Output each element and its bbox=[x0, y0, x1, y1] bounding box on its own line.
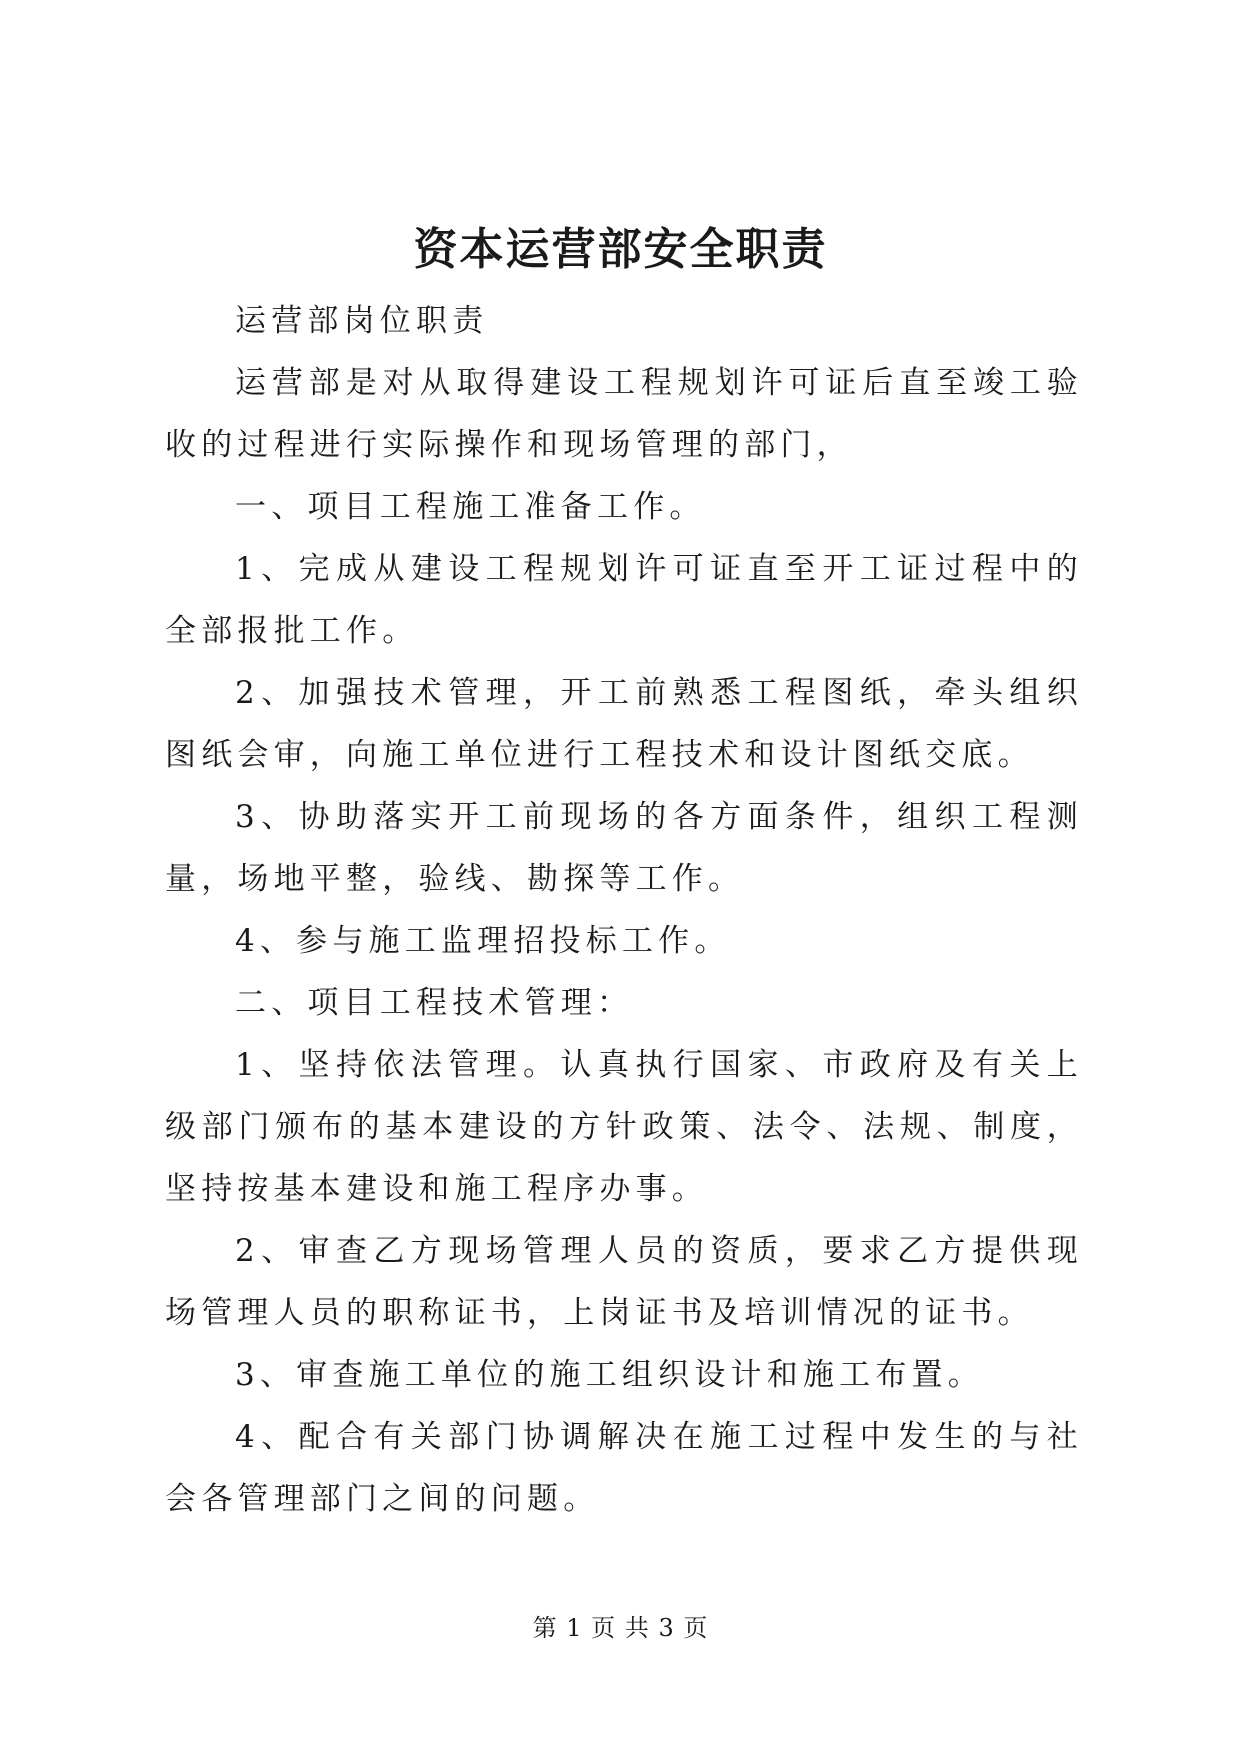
paragraph: 运营部岗位职责 bbox=[235, 303, 489, 339]
paragraph: 3、协助落实开工前现场的各方面条件，组织工程测量，场地平整，验线、勘探等工作。 bbox=[165, 799, 1083, 897]
paragraph: 4、参与施工监理招投标工作。 bbox=[235, 923, 731, 959]
paragraph: 3、审查施工单位的施工组织设计和施工布置。 bbox=[235, 1357, 984, 1393]
document-body bbox=[165, 290, 1083, 1530]
paragraph: 1、坚持依法管理。认真执行国家、市政府及有关上级部门颁布的基本建设的方针政策、法令、法规、制度，坚持按基本建设和施工程序办事。 bbox=[165, 1047, 1083, 1207]
paragraph: 4、配合有关部门协调解决在施工过程中发生的与社会各管理部门之间的问题。 bbox=[165, 1419, 1083, 1517]
paragraph: 2、加强技术管理，开工前熟悉工程图纸，牵头组织图纸会审，向施工单位进行工程技术和设计图纸交底。 bbox=[165, 675, 1083, 773]
paragraph: 二、项目工程技术管理： bbox=[235, 985, 634, 1021]
paragraph: 1、完成从建设工程规划许可证直至开工证过程中的全部报批工作。 bbox=[165, 551, 1083, 649]
document-title: 资本运营部安全职责 bbox=[413, 224, 828, 275]
paragraph: 2、审查乙方现场管理人员的资质，要求乙方提供现场管理人员的职称证书，上岗证书及培训情况的证书。 bbox=[165, 1233, 1083, 1331]
paragraph: 运营部是对从取得建设工程规划许可证后直至竣工验收的过程进行实际操作和现场管理的部门， bbox=[165, 365, 1083, 463]
paragraph: 一、项目工程施工准备工作。 bbox=[235, 489, 706, 525]
page-number-footer: 第 1 页 共 3 页 bbox=[532, 1614, 709, 1642]
